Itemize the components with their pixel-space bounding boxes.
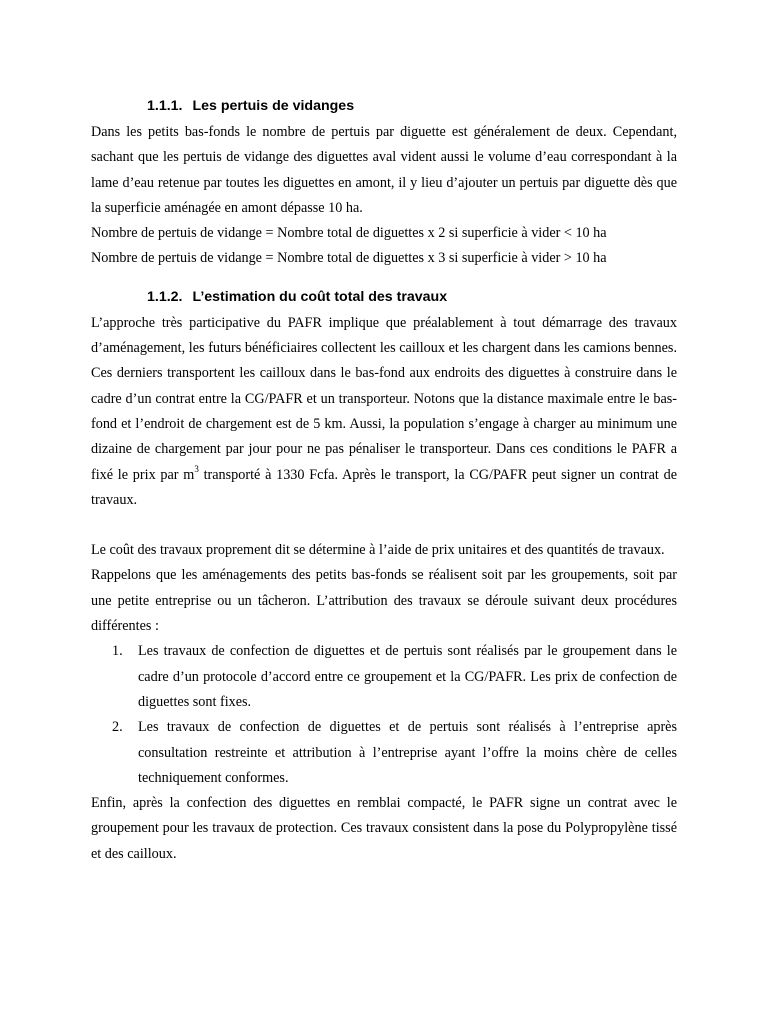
- section-title: Les pertuis de vidanges: [192, 98, 355, 114]
- list-item-text: Les travaux de confection de diguettes et de pertuis sont réalisés par le groupement dans le cadre d’un protocole d’accord entre ce groupement et la CG/PAFR. Les prix de confection de diguettes sont fixes.: [138, 643, 677, 710]
- text-run: transporté à 1330 Fcfa. Après le transport, la CG/PAFR peut signer un contrat de travaux.: [91, 466, 677, 508]
- section-heading-pertuis: [147, 96, 677, 116]
- list-item: [91, 715, 677, 791]
- list-item-text: Les travaux de confection de diguettes et de pertuis sont réalisés à l’entreprise après consultation restreinte et attribution à l’entreprise ayant l’offre la moins chère de celles techniquement conformes.: [138, 719, 677, 786]
- section-number: 1.1.2.: [147, 288, 183, 305]
- paragraph-procedures-intro: Rappelons que les aménagements des petits bas-fonds se réalisent soit par les groupements, soit par une petite entreprise ou un tâcheron. L’attribution des travaux se déroule suivant deux procédures différentes :: [91, 567, 677, 635]
- section-heading-cout: [147, 287, 677, 307]
- procedures-list: [91, 639, 677, 791]
- document-page: [91, 96, 677, 867]
- section-number: 1.1.1.: [147, 98, 183, 114]
- section-title: L’estimation du coût total des travaux: [192, 288, 448, 305]
- paragraph-cout-travaux: Le coût des travaux proprement dit se détermine à l’aide de prix unitaires et des quantités de travaux.: [91, 542, 665, 559]
- formula-rule-under-10ha: Nombre de pertuis de vidange = Nombre total de diguettes x 2 si superficie à vider < 10 ha: [91, 225, 607, 242]
- unit-exponent: 3: [194, 463, 199, 474]
- list-marker: 2.: [112, 719, 123, 736]
- formula-rule-over-10ha: Nombre de pertuis de vidange = Nombre total de diguettes x 3 si superficie à vider > 10 ha: [91, 250, 607, 267]
- list-item: [91, 639, 677, 715]
- paragraph-protection: Enfin, après la confection des diguettes en remblai compacté, le PAFR signe un contrat avec le groupement pour les travaux de protection. Ces travaux consistent dans la pose du Polypropylène tissé et des cailloux.: [91, 795, 677, 862]
- text-run: L’approche très participative du PAFR implique que préalablement à tout démarrage des travaux d’aménagement, les futurs bénéficiaires collectent les cailloux et les chargent dans les camions bennes. Ces derniers transportent les cailloux dans le bas-fond aux endroits des diguettes à construire dans le cadre d’un contrat entre la CG/PAFR et un transporteur. Notons que la distance maximale entre le bas-fond et l’endroit de chargement est de 5 km. Aussi, la population s’engage à charger au minimum une dizaine de chargement par jour pour ne pas pénaliser le transporteur. Dans ces conditions le PAFR a fixé le prix par m: [91, 314, 677, 483]
- paragraph-approche-participative: [91, 311, 677, 513]
- paragraph-pertuis-intro: Dans les petits bas-fonds le nombre de pertuis par diguette est généralement de deux. Cependant, sachant que les pertuis de vidange des diguettes aval vident aussi le volume d’eau correspondant à la lame d’eau retenue par toutes les diguettes en amont, il y lieu d’ajouter un pertuis par diguette dès que la superficie aménagée en amont dépasse 10 ha.: [91, 124, 677, 216]
- list-marker: 1.: [112, 643, 123, 660]
